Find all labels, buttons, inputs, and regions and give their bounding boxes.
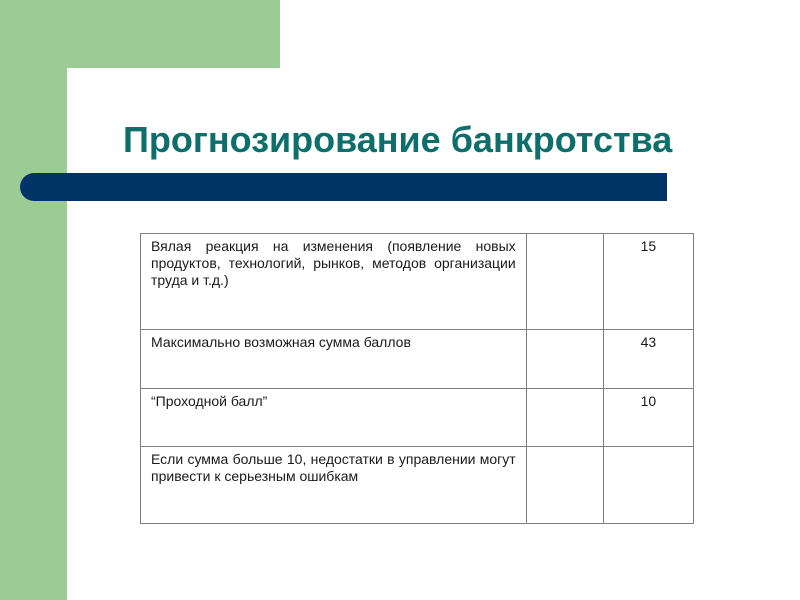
table-cell-score: 10 — [603, 389, 693, 447]
table-row — [141, 389, 694, 447]
table-cell-empty — [526, 330, 603, 389]
bankruptcy-score-table — [140, 233, 694, 524]
table-cell-score: 43 — [603, 330, 693, 389]
green-decoration-side — [0, 0, 67, 600]
table-cell-score: 15 — [603, 234, 693, 330]
table-cell-description: “Проходной балл” — [141, 389, 527, 447]
table-row — [141, 447, 694, 524]
table-cell-score — [603, 447, 693, 524]
table-cell-description: Если сумма больше 10, недостатки в управлении могут привести к серьезным ошибкам — [141, 447, 527, 524]
title-underline-bar — [20, 173, 667, 201]
table-cell-description: Максимально возможная сумма баллов — [141, 330, 527, 389]
table-cell-empty — [526, 447, 603, 524]
table-row — [141, 234, 694, 330]
slide-title: Прогнозирование банкротства — [123, 119, 673, 160]
table-cell-empty — [526, 234, 603, 330]
table-row — [141, 330, 694, 389]
table-cell-description: Вялая реакция на изменения (появление новых продуктов, технологий, рынков, методов организации труда и т.д.) — [141, 234, 527, 330]
table-cell-empty — [526, 389, 603, 447]
